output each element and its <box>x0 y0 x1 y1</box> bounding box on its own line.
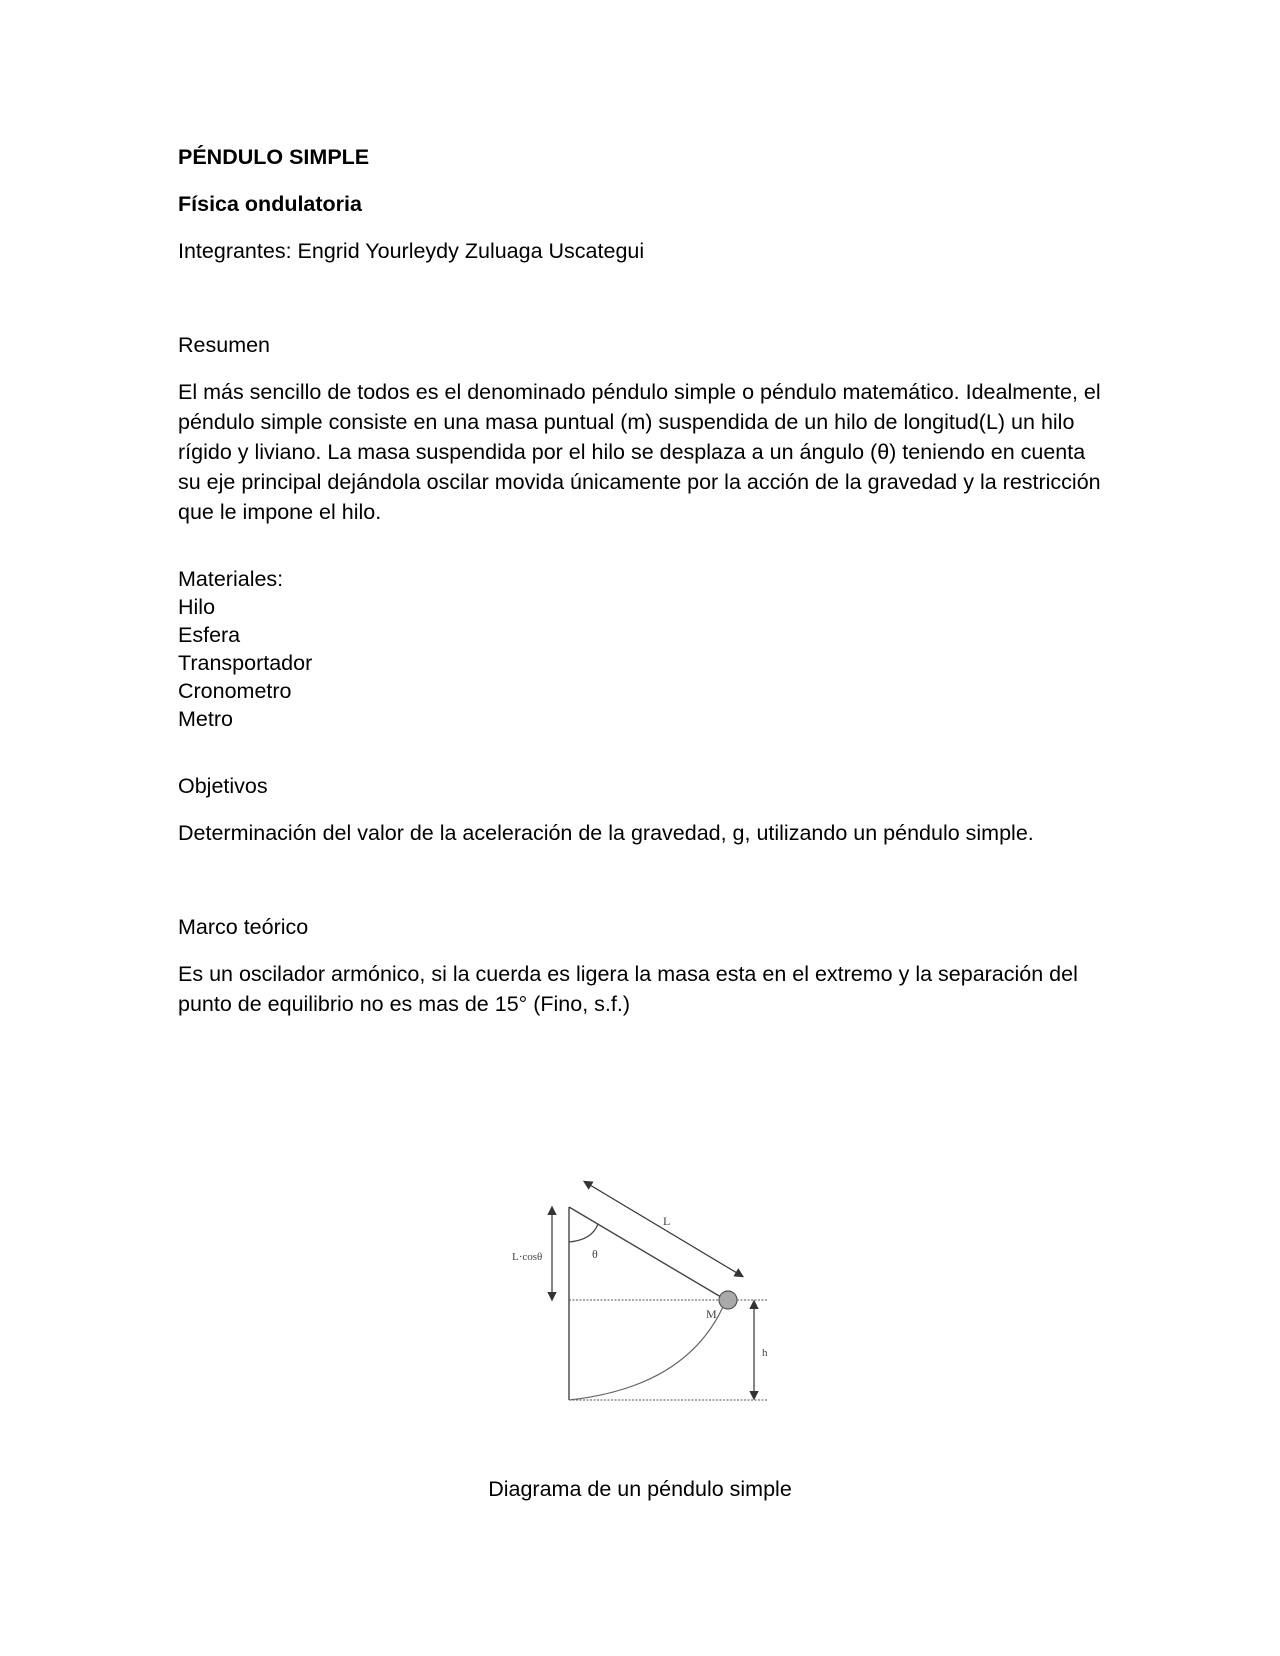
pendulum-diagram <box>500 1172 790 1412</box>
document-authors: Integrantes: Engrid Yourleydy Zuluaga Uscategui <box>178 239 645 263</box>
figure-caption: Diagrama de un péndulo simple <box>488 1477 792 1501</box>
angle-label: θ <box>592 1247 598 1261</box>
mass-label: M <box>706 1307 717 1321</box>
list-item: Metro <box>178 707 233 731</box>
marco-body: Es un oscilador armónico, si la cuerda es ligera la masa esta en el extremo y la separación del punto de equilibrio no es mas de 15° (Fino, s.f.) <box>178 962 1078 1016</box>
length-label: L <box>663 1214 671 1228</box>
document-body <box>178 142 1103 1019</box>
marco-heading: Marco teórico <box>178 915 309 939</box>
list-item: Hilo <box>178 595 216 619</box>
resumen-body: El más sencillo de todos es el denominado péndulo simple o péndulo matemático. Idealmente, el péndulo simple consiste en una masa puntual (m) suspendida de un hilo de longitud(L) un hilo rígido y liviano. La masa suspendida por el hilo se desplaza a un ángulo (θ) teniendo en cuenta su eje principal dejándola oscilar movida únicamente por la acción de la gravedad y la restricción que le impone el hilo. <box>178 380 1101 524</box>
pendulum-mass <box>719 1291 737 1309</box>
resumen-heading: Resumen <box>178 333 271 357</box>
materiales-heading: Materiales: <box>178 567 284 591</box>
objetivos-body: Determinación del valor de la aceleración de la gravedad, g, utilizando un péndulo simple. <box>178 821 1034 845</box>
list-item: Cronometro <box>178 679 292 703</box>
angle-arc <box>569 1224 598 1242</box>
height-label: h <box>762 1347 768 1359</box>
objetivos-heading: Objetivos <box>178 774 268 798</box>
materiales-list <box>178 593 1103 733</box>
list-item: Transportador <box>178 651 313 675</box>
lcos-label: L·cosθ <box>512 1251 543 1263</box>
document-subtitle: Física ondulatoria <box>178 192 362 216</box>
list-item: Esfera <box>178 623 241 647</box>
pendulum-arc <box>569 1300 726 1400</box>
document-title: PÉNDULO SIMPLE <box>178 145 370 169</box>
length-arrow <box>585 1182 742 1276</box>
